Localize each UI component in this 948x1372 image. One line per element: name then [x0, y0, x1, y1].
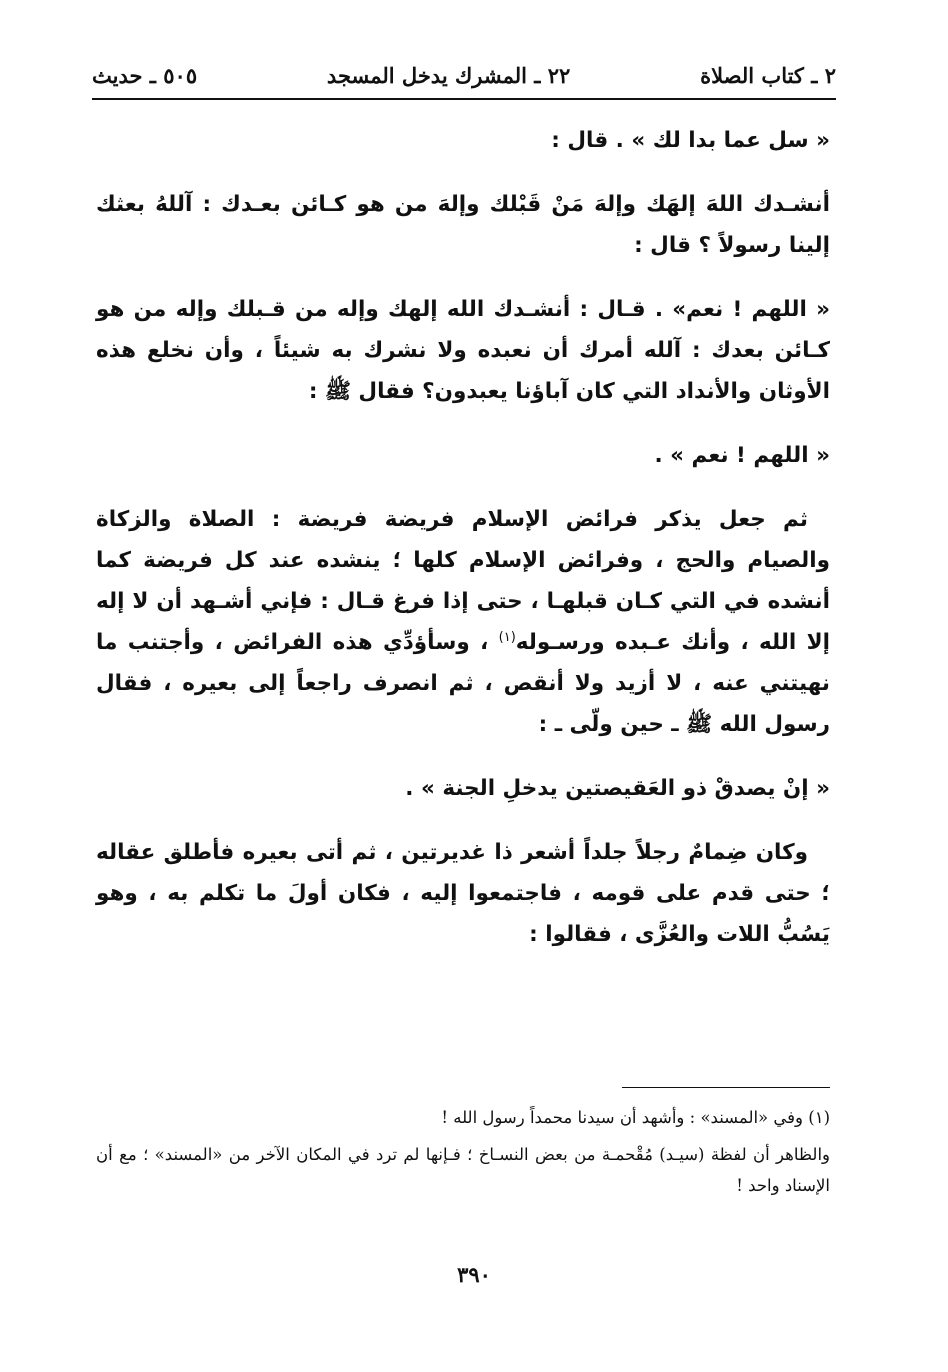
- header-divider: [92, 98, 836, 100]
- page-number: ٣٩٠: [457, 1262, 491, 1287]
- paragraph-4: « اللهم ! نعم » .: [654, 443, 830, 468]
- paragraph-7: وكان ضِمامٌ رجلاً جلداً أشعر ذا غديرتين ، ثم أتى بعيره فأطلق عقاله ؛ حتى قدم على قومه ، فاجتمعوا إليه ، فكان أولَ ما تكلم به ، وهو يَسُبُّ اللات والعُزَّى ، فقالوا :: [96, 840, 830, 947]
- paragraph-5-part-1: ثم جعل يذكر فرائض الإسلام فريضة فريضة : الصلاة والزكاة والصيام والحج ، وفرائض الإسلام كلها ؛ ينشده عند كل فريضة كما أنشده في التي كـان قبلهـا ، حتى إذا فرغ قـال : فإني أشـهد أن لا إله إلا الله ، وأنك عـبده ورسـوله: [96, 507, 830, 655]
- paragraph-5-part-2: ، وسأؤدِّي هذه الفرائض ، وأجتنب ما نهيتني عنه ، لا أزيد ولا أنقص ، ثم انصرف راجعاً إلى بعيره ، فقال رسول الله ﷺ ـ حين ولّى ـ :: [96, 630, 830, 737]
- header-chapter: ٢ ـ كتاب الصلاة: [700, 62, 836, 88]
- running-header: [92, 58, 836, 92]
- footnotes: [96, 1102, 830, 1207]
- paragraph-1: « سل عما بدا لك » . قال :: [551, 128, 830, 153]
- paragraph-5: [96, 499, 830, 745]
- footnote-1: (١) وفي «المسند» : وأشهد أن سيدنا محمداً رسول الله !: [441, 1108, 830, 1127]
- paragraph-6: « إنْ يصدقْ ذو العَقيصتين يدخلِ الجنة » .: [405, 776, 830, 801]
- paragraph-2: أنشـدك اللهَ إلهَك وإلهَ مَنْ قَبْلك وإلهَ من هو كـائن بعـدك : آللهُ بعثك إلينا رسولاً ؟ قال :: [96, 192, 830, 258]
- footnote-2: والظاهر أن لفظة (سيـد) مُقْحمـة من بعض النسـاخ ؛ فـإنها لم ترد في المكان الآخر من «المسند» ؛ مع أن الإسناد واحد !: [96, 1145, 830, 1195]
- header-section: ٢٢ ـ المشرك يدخل المسجد: [326, 62, 571, 88]
- footnote-marker: (١): [498, 629, 516, 645]
- main-text: [96, 120, 830, 978]
- header-hadith-number: ٥٠٥ ـ حديث: [92, 62, 198, 88]
- paragraph-3: « اللهم ! نعم» . قـال : أنشـدك الله إلهك وإله من قـبلك وإله من هو كـائن بعدك : آلله أمرك أن نعبده ولا نشرك به شيئاً ، وأن نخلع هذه الأوثان والأنداد التي كان آباؤنا يعبدون؟ فقال ﷺ :: [96, 297, 830, 404]
- footnote-divider: [622, 1087, 830, 1088]
